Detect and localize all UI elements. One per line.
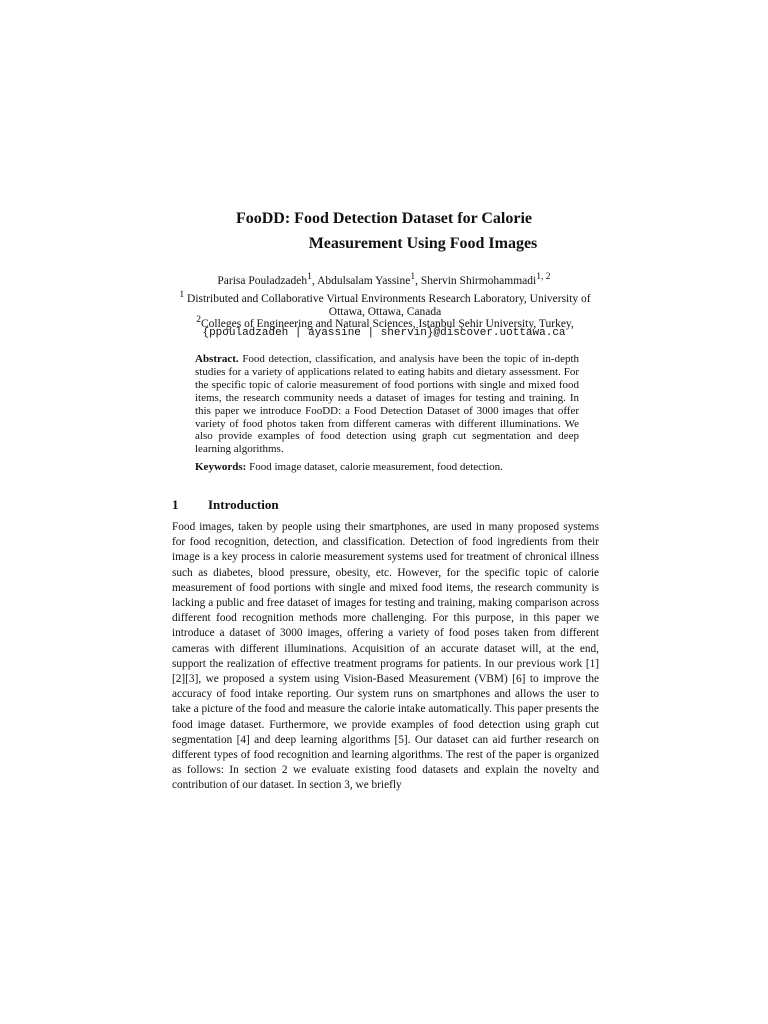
section-number: 1 bbox=[172, 497, 179, 512]
author-2: Abdulsalam Yassine bbox=[317, 274, 411, 287]
author-1-affiliation: 1 bbox=[307, 271, 312, 282]
abstract-text: Food detection, classification, and analysis have been the topic of in-depth studies for a variety of applications related to eating habits and dietary assessment. For the specific topic of calorie measurement of food portions with single and mixed food items, the research community needs a dataset of images for testing and training. In this paper we introduce FooDD: a Food Detection Dataset of 3000 images that offer variety of food photos taken from different cameras with different illuminations. We also provide examples of food detection using graph cut segmentation and deep learning algorithms. bbox=[195, 353, 580, 456]
abstract bbox=[195, 353, 579, 456]
section-title: Introduction bbox=[208, 497, 279, 512]
section-heading bbox=[172, 497, 592, 513]
affiliation-1-text: Distributed and Collaborative Virtual Environments Research Laboratory, University of Ottawa, Ottawa, Canada bbox=[187, 292, 591, 318]
affiliation-2-marker: 2 bbox=[196, 314, 201, 325]
abstract-label: Abstract. bbox=[195, 353, 239, 365]
paper-title bbox=[150, 206, 618, 256]
keywords-label: Keywords: bbox=[195, 461, 247, 473]
affiliation-2-text: Colleges of Engineering and Natural Sciences, Istanbul Şehir University, Turkey, bbox=[200, 317, 574, 330]
introduction-paragraph: Food images, taken by people using their smartphones, are used in many proposed systems for food recognition, detection, and classification. Detection of food ingredients from their image is a key process in calorie measurement systems used for treatment of chronical illness such as diabetes, blood pressure, obesity, etc. However, for the specific topic of calorie measurement of food portions with single and mixed food items, the research community is lacking a public and free dataset of images for testing and training, making comparison across different food recognition methods more challenging. For this purpose, in this paper we introduce a dataset of 3000 images, offering a variety of food poses taken from different cameras with different illuminations. Acquisition of an accurate dataset will, at the end, support the realization of effective treatment programs for patients. In our previous work [1][2][3], we proposed a system using Vision-Based Measurement (VBM) [6] to improve the accuracy of food intake reporting. Our system runs on smartphones and allows the user to take a picture of the food and measure the calorie intake automatically. This paper presents the food image dataset. Furthermore, we provide examples of food detection using graph cut segmentation [4] and deep learning algorithms [5]. Our dataset can aid further research on different types of food recognition and learning algorithms. The rest of the paper is organized as follows: In section 2 we evaluate existing food datasets and explain the novelty and contribution of our dataset. In section 3, we briefly bbox=[172, 521, 599, 792]
author-emails: {ppouladzadeh | ayassine | shervin}@discover.uottawa.ca bbox=[202, 327, 566, 339]
keywords-text: Food image dataset, calorie measurement, food detection. bbox=[249, 461, 503, 473]
title-line-2: Measurement Using Food Images bbox=[308, 235, 538, 252]
author-1: Parisa Pouladzadeh bbox=[217, 274, 308, 287]
author-2-affiliation: 1 bbox=[410, 271, 416, 282]
affiliation-1-marker: 1 bbox=[179, 289, 185, 300]
author-3-affiliation: 1, 2 bbox=[536, 271, 551, 282]
title-line-1: FooDD: Food Detection Dataset for Calorie bbox=[235, 210, 533, 227]
keywords bbox=[195, 461, 579, 474]
author-list: Parisa Pouladzadeh$^1$, Abdulsalam Yassine$^1$, Shervin Shirmohammadi$^{1, 2}$ bbox=[217, 271, 551, 287]
author-3: Shervin Shirmohammadi bbox=[420, 274, 537, 287]
